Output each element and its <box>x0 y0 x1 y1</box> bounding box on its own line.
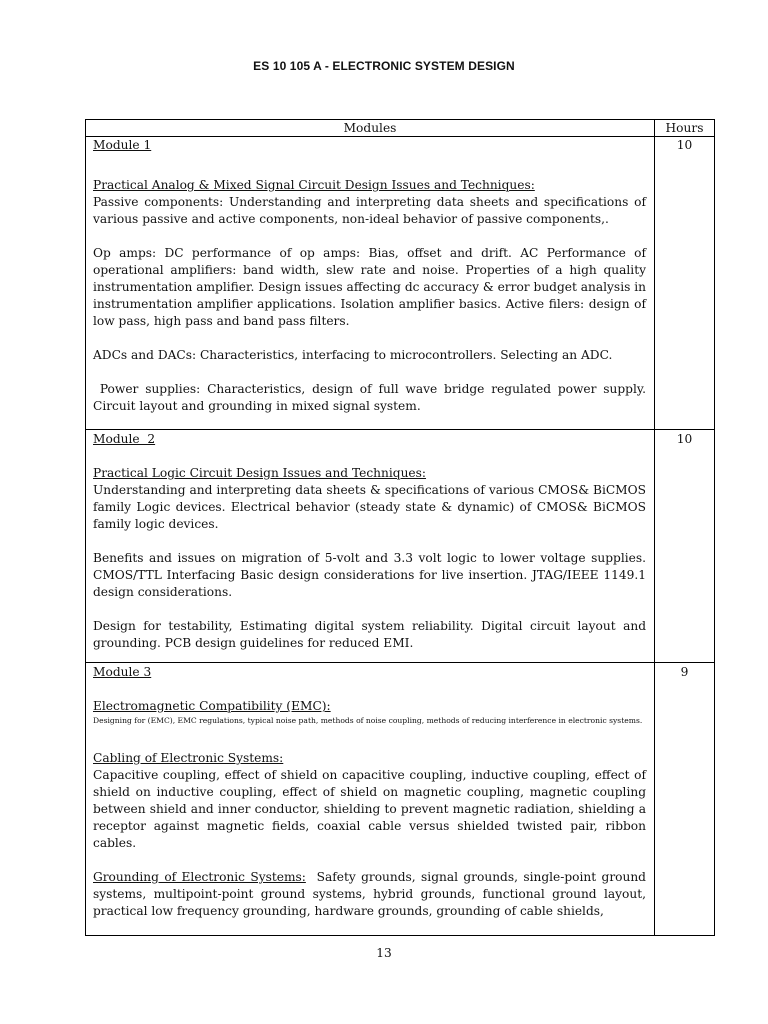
module-1-title: Module 1 <box>93 138 152 152</box>
module-3-cabling-text: Capacitive coupling, effect of shield on capacitive coupling, inductive coupling, effect of shield on inductive coupling, effect of shield on magnetic coupling, magnetic coupling between shield and inner conductor, shielding to prevent magnetic radiation, shielding a receptor against magnetic fields, coaxial cable versus shielded twisted pair, ribbon cables. <box>93 768 646 850</box>
module-1-hours: 10 <box>676 138 693 152</box>
module-3-row <box>86 663 714 936</box>
module-3-title: Module 3 <box>93 665 152 679</box>
module-3-grounding-text: Safety grounds, signal grounds, single-point ground systems, multipoint-point ground systems, hybrid grounds, functional ground layout, practical low frequency grounding, hardware grounds, grounding of cable shields, <box>93 870 650 918</box>
module-3-hours: 9 <box>680 665 689 679</box>
module-1-paragraph: Passive components: Understanding and interpreting data sheets and specifications of various passive and active components, non-ideal behavior of passive components,. <box>93 195 646 226</box>
module-3-emc-text: Designing for (EMC), EMC regulations, typical noise path, methods of noise coupling, methods of reducing interference in electronic systems. <box>93 716 643 725</box>
module-2-paragraph: Understanding and interpreting data sheets & specifications of various CMOS& BiCMOS family Logic devices. Electrical behavior (steady state & dynamic) of CMOS& BiCMOS family logic devices. <box>93 483 646 531</box>
table-header <box>86 120 714 137</box>
module-3-grounding-topic: Grounding of Electronic Systems: <box>93 870 306 884</box>
module-3-grounding <box>93 869 650 920</box>
hours-column-header: Hours <box>665 121 704 135</box>
module-2-hours: 10 <box>676 432 693 446</box>
module-2-paragraph: Benefits and issues on migration of 5-volt and 3.3 volt logic to lower voltage supplies. CMOS/TTL Interfacing Basic design considerations for live insertion. JTAG/IEEE 1149.1 design considerations. <box>93 551 646 599</box>
module-3-emc-topic: Electromagnetic Compatibility (EMC): <box>93 699 331 713</box>
module-1-paragraph: Power supplies: Characteristics, design of full wave bridge regulated power supply. Circuit layout and grounding in mixed signal system. <box>93 382 650 413</box>
syllabus-table <box>85 119 715 936</box>
module-2-content <box>93 431 646 652</box>
document-title: ES 10 105 A - ELECTRONIC SYSTEM DESIGN <box>253 59 515 73</box>
module-1-row <box>86 137 714 430</box>
module-2-topic: Practical Logic Circuit Design Issues and Techniques: <box>93 466 427 480</box>
module-3-content <box>93 664 650 920</box>
module-1-content <box>93 137 650 415</box>
module-2-paragraph: Design for testability, Estimating digital system reliability. Digital circuit layout and grounding. PCB design guidelines for reduced EMI. <box>93 619 646 650</box>
module-1-paragraph: ADCs and DACs: Characteristics, interfacing to microcontrollers. Selecting an ADC. <box>93 348 613 362</box>
module-1-topic: Practical Analog & Mixed Signal Circuit Design Issues and Techniques: <box>93 178 535 192</box>
modules-column-header: Modules <box>343 121 397 135</box>
page-number: 13 <box>376 946 392 960</box>
module-2-row <box>86 430 714 663</box>
module-1-paragraph: Op amps: DC performance of op amps: Bias, offset and drift. AC Performance of operational amplifiers: band width, slew rate and noise. Properties of a high quality instrumentation amplifier. Design issues affecting dc accuracy & error budget analysis in instrumentation amplifier applications. Isolation amplifier basics. Active filers: design of low pass, high pass and band pass filters. <box>93 246 646 328</box>
module-2-title: Module 2 <box>93 432 156 446</box>
module-3-cabling-topic: Cabling of Electronic Systems: <box>93 751 284 765</box>
